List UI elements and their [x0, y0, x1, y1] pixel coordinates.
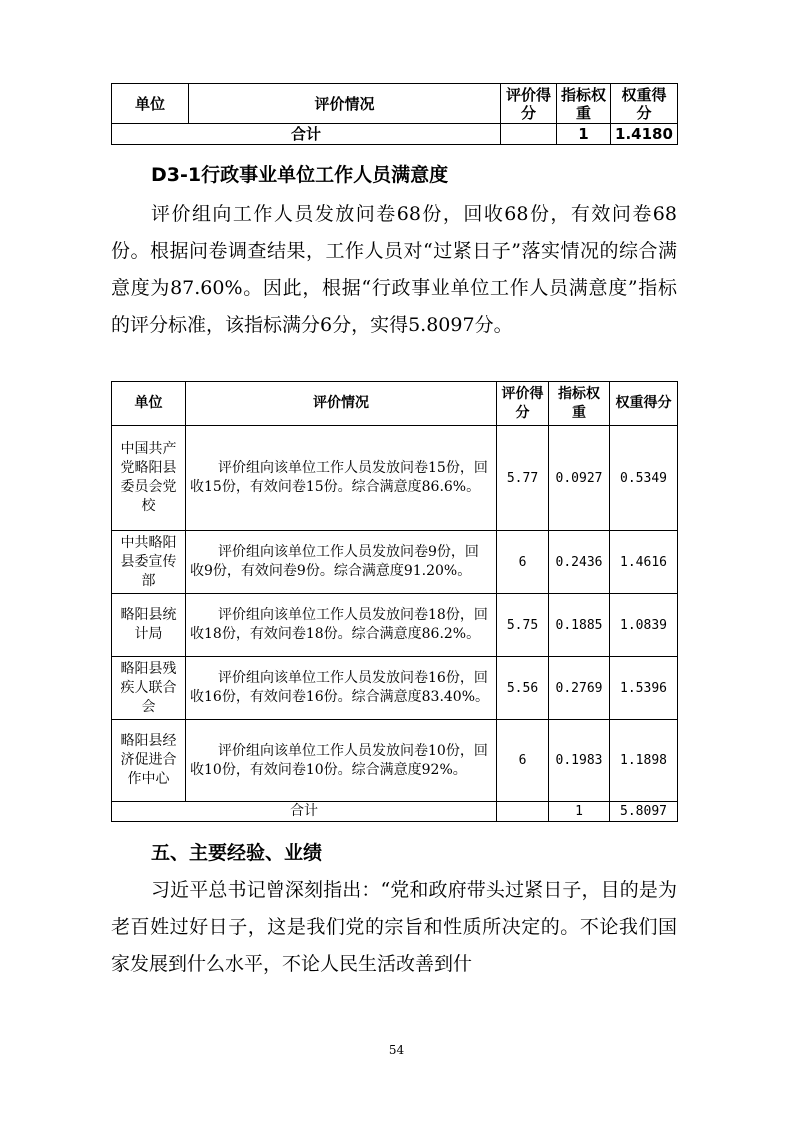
- row-unit: 略阳县经济促进合作中心: [112, 720, 186, 802]
- header-eval: 评价情况: [186, 382, 497, 426]
- page-number: 54: [388, 1043, 405, 1057]
- table-row: [112, 531, 678, 594]
- row-score: 6: [497, 720, 549, 802]
- table-row: [112, 594, 678, 657]
- total-weight: 1: [549, 802, 610, 822]
- header-score: 评价得分: [501, 84, 557, 124]
- table-header-row: [112, 84, 678, 124]
- header-unit: 单位: [112, 84, 189, 124]
- row-eval: 评价组向该单位工作人员发放问卷15份，回收15份，有效问卷15份。综合满意度86.6%。: [186, 426, 497, 531]
- row-score: 6: [497, 531, 549, 594]
- header-weight: 指标权重: [549, 382, 610, 426]
- paragraph-d3-1: 评价组向工作人员发放问卷68份，回收68份，有效问卷68份。根据问卷调查结果，工作人员对“过紧日子”落实情况的综合满意度为87.60%。因此，根据“行政事业单位工作人员满意度”指标的评分标准，该指标满分6分，实得5.8097分。: [111, 203, 677, 336]
- row-unit: 中共略阳县委宣传部: [112, 531, 186, 594]
- table-header-row: [112, 382, 678, 426]
- row-weight: 0.2436: [549, 531, 610, 594]
- row-score: 5.56: [497, 657, 549, 720]
- section-heading-d3-1: D3-1行政事业单位工作人员满意度: [151, 164, 449, 186]
- row-weight: 0.2769: [549, 657, 610, 720]
- table-weighted-score-summary: [111, 83, 678, 145]
- total-score-empty: [497, 802, 549, 822]
- row-eval: 评价组向该单位工作人员发放问卷10份，回收10份，有效问卷10份。综合满意度92%。: [186, 720, 497, 802]
- row-eval: 评价组向该单位工作人员发放问卷18份，回收18份，有效问卷18份。综合满意度86.2%。: [186, 594, 497, 657]
- table-row: [112, 426, 678, 531]
- table-total-row: [112, 124, 678, 145]
- total-weighted-score: 5.8097: [610, 802, 678, 822]
- total-label: 合计: [112, 124, 501, 145]
- header-score: 评价得分: [497, 382, 549, 426]
- row-weighted-score: 1.5396: [610, 657, 678, 720]
- header-eval: 评价情况: [189, 84, 501, 124]
- row-unit: 略阳县统计局: [112, 594, 186, 657]
- row-weight: 0.0927: [549, 426, 610, 531]
- row-unit: 中国共产党略阳县委员会党校: [112, 426, 186, 531]
- row-score: 5.75: [497, 594, 549, 657]
- table-row: [112, 720, 678, 802]
- total-score-empty: [501, 124, 557, 145]
- total-label: 合计: [112, 802, 497, 822]
- row-unit: 略阳县残疾人联合会: [112, 657, 186, 720]
- table-staff-satisfaction: [111, 381, 678, 822]
- row-weight: 0.1885: [549, 594, 610, 657]
- section-heading-5: 五、主要经验、业绩: [151, 842, 323, 864]
- row-weighted-score: 0.5349: [610, 426, 678, 531]
- total-weight: 1: [557, 124, 611, 145]
- row-eval: 评价组向该单位工作人员发放问卷9份，回收9份，有效问卷9份。综合满意度91.20%。: [186, 531, 497, 594]
- paragraph-section-5: 习近平总书记曾深刻指出：“党和政府带头过紧日子，目的是为老百姓过好日子，这是我们党的宗旨和性质所决定的。不论我们国家发展到什么水平，不论人民生活改善到什: [111, 879, 677, 975]
- header-unit: 单位: [112, 382, 186, 426]
- table-row: [112, 657, 678, 720]
- table-total-row: [112, 802, 678, 822]
- row-weight: 0.1983: [549, 720, 610, 802]
- row-weighted-score: 1.0839: [610, 594, 678, 657]
- row-weighted-score: 1.4616: [610, 531, 678, 594]
- header-weighted-score: 权重得分: [611, 84, 678, 124]
- header-weight: 指标权重: [557, 84, 611, 124]
- row-weighted-score: 1.1898: [610, 720, 678, 802]
- row-score: 5.77: [497, 426, 549, 531]
- total-weighted-score: 1.4180: [611, 124, 678, 145]
- header-weighted-score: 权重得分: [610, 382, 678, 426]
- row-eval: 评价组向该单位工作人员发放问卷16份，回收16份，有效问卷16份。综合满意度83.40%。: [186, 657, 497, 720]
